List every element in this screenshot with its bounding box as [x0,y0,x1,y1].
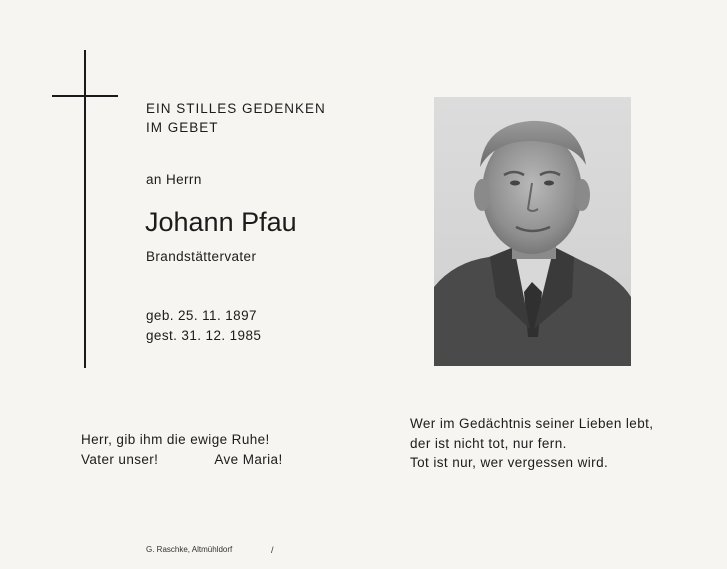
quote-line: Tot ist nur, wer vergessen wird. [410,455,609,470]
life-dates [146,306,261,346]
quote-line: der ist nicht tot, nur fern. [410,435,567,451]
printer-credit: G. Raschke, Altmühldorf [146,545,233,554]
portrait-image [434,97,631,366]
prayer-vater-unser: Vater unser! [81,452,159,467]
death-date: gest. 31. 12. 1985 [146,328,262,343]
portrait-photo [434,97,631,366]
printer-mark: / [271,545,274,555]
deceased-role: Brandstättervater [146,249,257,264]
salutation: an Herrn [146,172,202,187]
prayer-line [81,450,283,470]
deceased-name: Johann Pfau [145,207,297,237]
birth-date: geb. 25. 11. 1897 [146,308,257,323]
memorial-quote [410,414,653,473]
quote-line: Wer im Gedächtnis seiner Lieben lebt, [410,416,654,431]
prayer-text [81,430,283,470]
cross-icon-bar [52,95,118,97]
memorial-heading [146,99,326,137]
cross-icon [84,50,86,368]
heading-line: IM GEBET [146,120,219,135]
heading-line: EIN STILLES GEDENKEN [146,101,326,116]
prayer-line: Herr, gib ihm die ewige Ruhe! [81,432,270,447]
prayer-ave-maria: Ave Maria! [214,452,283,467]
